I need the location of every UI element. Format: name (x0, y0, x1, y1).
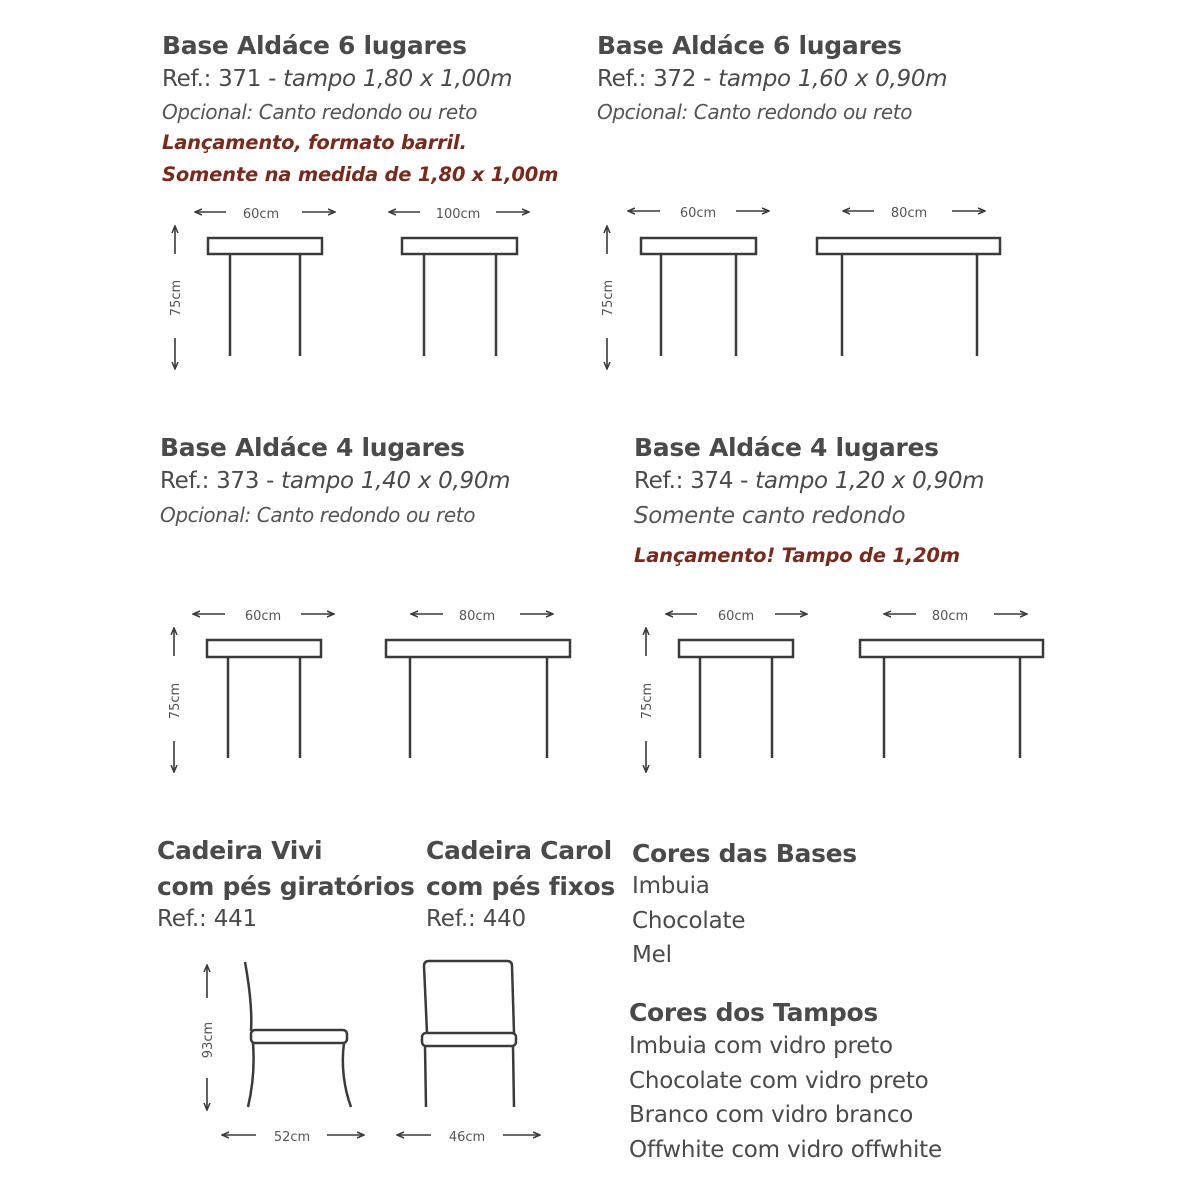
ref-374-launch: Lançamento! Tampo de 1,20m (634, 544, 960, 567)
chair-seat (422, 1033, 516, 1046)
chair-leg (248, 1043, 254, 1107)
bases-colors-heading: Cores das Bases (632, 839, 857, 868)
tops-color-item: Chocolate com vidro preto (629, 1068, 929, 1094)
ref-374-prefix: Ref.: 374 - (634, 468, 756, 494)
chair-vivi-title-line1: Cadeira Vivi (157, 836, 323, 865)
chair-vivi-ref: Ref.: 441 (157, 906, 257, 932)
ref-373-tampo: tampo 1,40 x 0,90m (281, 468, 511, 494)
dim-label: 80cm (931, 609, 969, 624)
table-top (402, 238, 517, 254)
table-372-front-view (817, 238, 1000, 356)
ref-372-tampo: tampo 1,60 x 0,90m (718, 66, 948, 92)
ref-373-title: Base Aldáce 4 lugares (160, 433, 465, 462)
chair-leg (513, 1046, 514, 1107)
ref-373-prefix: Ref.: 373 - (160, 468, 282, 494)
dim-label: 75cm (601, 279, 616, 317)
table-373-front-view (386, 640, 570, 758)
table-372-side-view (641, 238, 756, 356)
chair-seat (251, 1030, 347, 1043)
tops-color-item: Imbuia com vidro preto (629, 1033, 893, 1059)
table-top (860, 640, 1043, 657)
ref-372-prefix: Ref.: 372 - (597, 66, 719, 92)
ref-374-tampo: tampo 1,20 x 0,90m (755, 468, 985, 494)
chair-backrest (245, 962, 251, 1031)
ref-372-optional: Opcional: Canto redondo ou reto (597, 100, 913, 124)
tops-color-item: Offwhite com vidro offwhite (629, 1137, 942, 1163)
ref-371-launch-line1: Lançamento, formato barril. (162, 131, 467, 154)
dim-label: 93cm (201, 1021, 216, 1059)
dim-label: 80cm (458, 609, 496, 624)
table-top (679, 640, 793, 657)
ref-373-optional: Opcional: Canto redondo ou reto (160, 503, 476, 527)
bases-color-item: Mel (632, 942, 672, 968)
dim-label: 60cm (242, 207, 280, 222)
chair-carol-ref: Ref.: 440 (426, 906, 526, 932)
dim-label: 60cm (679, 206, 717, 221)
table-top (641, 238, 756, 254)
ref-374-optional: Somente canto redondo (634, 503, 906, 529)
chair-carol-drawing (422, 961, 516, 1107)
dimension-arrows (174, 211, 1027, 1135)
chair-vivi-drawing (245, 962, 351, 1107)
chair-carol-title-line2: com pés fixos (426, 872, 615, 901)
bases-color-item: Imbuia (632, 873, 710, 899)
ref-371-optional: Opcional: Canto redondo ou reto (162, 100, 478, 124)
dimension-labels (168, 206, 968, 1145)
table-top (208, 238, 322, 254)
tops-colors-heading: Cores dos Tampos (629, 998, 878, 1027)
table-371-front-view (402, 238, 517, 356)
ref-372-title: Base Aldáce 6 lugares (597, 31, 902, 60)
ref-371-title: Base Aldáce 6 lugares (162, 31, 467, 60)
chair-leg (425, 1046, 426, 1107)
chair-leg (343, 1043, 351, 1107)
dim-label: 60cm (717, 609, 755, 624)
table-top (207, 640, 321, 657)
dim-label: 100cm (435, 207, 481, 222)
ref-374-title: Base Aldáce 4 lugares (634, 433, 939, 462)
dim-label: 80cm (890, 206, 928, 221)
dim-label: 75cm (169, 279, 184, 317)
bases-color-item: Chocolate (632, 908, 746, 934)
ref-371-launch-line2: Somente na medida de 1,80 x 1,00m (162, 163, 559, 186)
dim-label: 75cm (168, 682, 183, 720)
table-371-side-view (208, 238, 322, 356)
chair-backrest (424, 961, 514, 1033)
table-374-side-view (679, 640, 793, 758)
ref-371-prefix: Ref.: 371 - (162, 66, 284, 92)
dim-label: 46cm (448, 1130, 486, 1145)
chair-vivi-title-line2: com pés giratórios (157, 872, 415, 901)
table-374-front-view (860, 640, 1043, 758)
table-top (817, 238, 1000, 254)
tops-color-item: Branco com vidro branco (629, 1102, 914, 1128)
dim-label: 52cm (273, 1130, 311, 1145)
dim-label: 60cm (244, 609, 282, 624)
table-373-side-view (207, 640, 321, 758)
table-top (386, 640, 570, 657)
ref-371-tampo: tampo 1,80 x 1,00m (283, 66, 513, 92)
chair-carol-title-line1: Cadeira Carol (426, 836, 612, 865)
dim-label: 75cm (640, 682, 655, 720)
